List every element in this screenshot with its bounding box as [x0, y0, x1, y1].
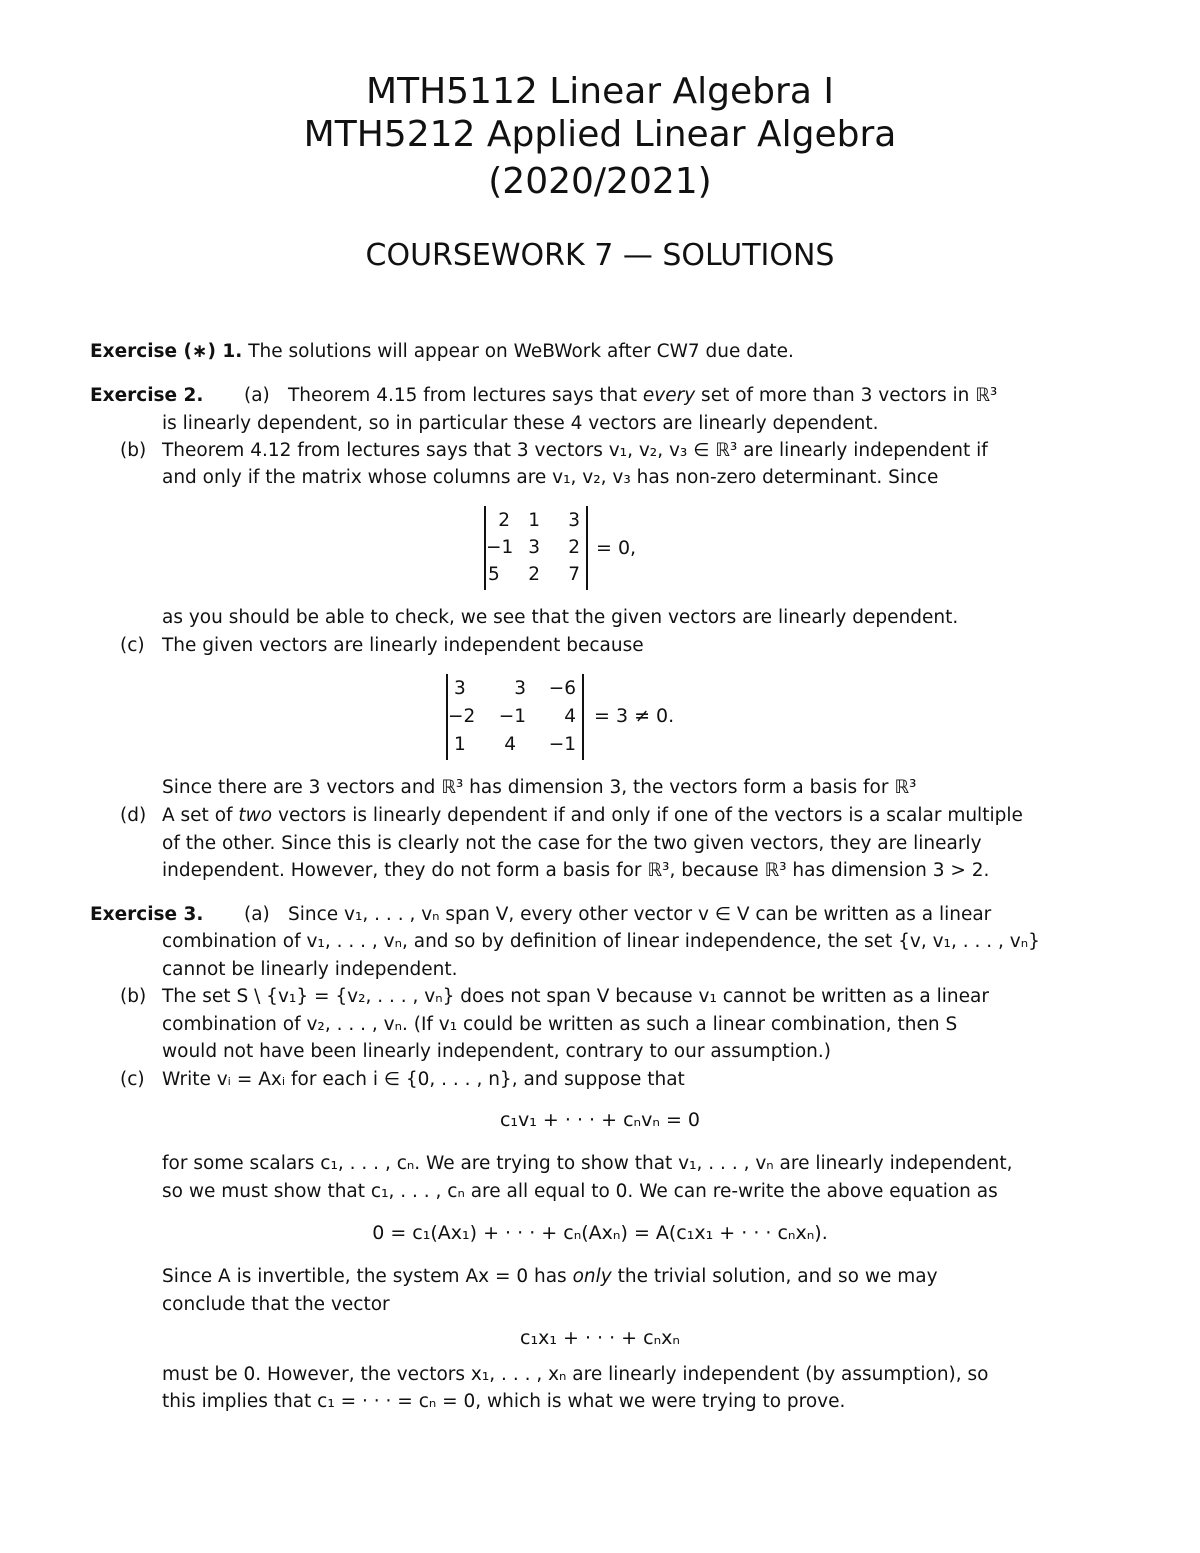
exercise-2d-line-2: of the other. Since this is clearly not the case for the two given vectors, they are linearly	[162, 833, 982, 854]
det-1-cell: 2	[528, 564, 540, 585]
exercise-2b-line-3: as you should be able to check, we see that the given vectors are linearly dependent.	[162, 607, 959, 628]
exercise-2d-line-1: A set of two vectors is linearly dependent if and only if one of the vectors is a scalar multiple	[162, 805, 1023, 826]
exercise-3c-line-1: Write vᵢ = Axᵢ for each i ∈ {0, . . . , n}, and suppose that	[162, 1069, 685, 1090]
det-1-cell: 2	[568, 537, 580, 558]
det-1-right-bar	[586, 506, 588, 590]
page-subtitle: COURSEWORK 7 — SOLUTIONS	[365, 238, 835, 273]
exercise-3a-line-2: combination of v₁, . . . , vₙ, and so by definition of linear independence, the set {v, v₁, . . . , vₙ}	[162, 931, 1040, 952]
exercise-3-heading: Exercise 3.	[90, 904, 204, 925]
exercise-3c-line-7: this implies that c₁ = · · · = cₙ = 0, which is what we were trying to prove.	[162, 1391, 846, 1412]
exercise-2b-line-2: and only if the matrix whose columns are v₁, v₂, v₃ has non-zero determinant. Since	[162, 467, 939, 488]
det-1-cell: −1	[486, 537, 514, 558]
det-2-right-bar	[582, 674, 584, 760]
title-line-1: MTH5112 Linear Algebra I	[366, 71, 834, 112]
exercise-2b-label: (b)	[120, 440, 147, 461]
exercise-2c-line-1: The given vectors are linearly independent because	[162, 635, 644, 656]
equation-3: c₁x₁ + · · · + cₙxₙ	[520, 1327, 680, 1349]
exercise-2a-label: (a)	[244, 385, 270, 406]
determinant-1	[484, 506, 664, 590]
exercise-2d-line-3: independent. However, they do not form a basis for ℝ³, because ℝ³ has dimension 3 > 2.	[162, 860, 990, 881]
title-line-3: (2020/2021)	[488, 161, 712, 202]
exercise-3c-line-6: must be 0. However, the vectors x₁, . . . , xₙ are linearly independent (by assumption), so	[162, 1364, 989, 1385]
exercise-2d-label: (d)	[120, 805, 147, 826]
det-2-cell: 4	[504, 734, 516, 755]
det-1-cell: 5	[488, 564, 500, 585]
det-2-cell: −1	[498, 706, 526, 727]
exercise-3b-line-1: The set S \ {v₁} = {v₂, . . . , vₙ} does not span V because v₁ cannot be written as a linear	[162, 986, 989, 1007]
exercise-2a-line-1: Theorem 4.15 from lectures says that every set of more than 3 vectors in ℝ³	[288, 385, 998, 406]
exercise-2c-line-2: Since there are 3 vectors and ℝ³ has dimension 3, the vectors form a basis for ℝ³	[162, 777, 917, 798]
det-2-cell: 4	[564, 706, 576, 727]
exercise-3c-line-4: Since A is invertible, the system Ax = 0 has only the trivial solution, and so we may	[162, 1266, 938, 1287]
det-1-rhs: = 0,	[596, 537, 637, 559]
det-1-cell: 3	[568, 510, 580, 531]
det-2-cell: 3	[514, 678, 526, 699]
det-1-cell: 7	[568, 564, 580, 585]
det-1-cell: 1	[528, 510, 540, 531]
exercise-3c-label: (c)	[120, 1069, 145, 1090]
exercise-2b-line-1: Theorem 4.12 from lectures says that 3 vectors v₁, v₂, v₃ ∈ ℝ³ are linearly independent if	[162, 440, 988, 461]
equation-1: c₁v₁ + · · · + cₙvₙ = 0	[499, 1109, 701, 1131]
exercise-3a-label: (a)	[244, 904, 270, 925]
det-2-cell: −1	[548, 734, 576, 755]
exercise-3c-line-3: so we must show that c₁, . . . , cₙ are all equal to 0. We can re-write the above equation as	[162, 1181, 998, 1202]
det-2-rhs: = 3 ≠ 0.	[594, 705, 675, 727]
exercise-3b-label: (b)	[120, 986, 147, 1007]
exercise-3c-line-5: conclude that the vector	[162, 1294, 390, 1315]
det-2-cell: −2	[448, 706, 476, 727]
title-line-2: MTH5212 Applied Linear Algebra	[303, 114, 897, 155]
exercise-3b-line-3: would not have been linearly independent, contrary to our assumption.)	[162, 1041, 831, 1062]
det-2-cell: 1	[454, 734, 466, 755]
det-1-cell: 3	[528, 537, 540, 558]
exercise-1-text: The solutions will appear on WeBWork after CW7 due date.	[248, 341, 794, 362]
equation-2: 0 = c₁(Ax₁) + · · · + cₙ(Axₙ) = A(c₁x₁ + · · · cₙxₙ).	[372, 1222, 828, 1244]
exercise-3b-line-2: combination of v₂, . . . , vₙ. (If v₁ could be written as such a linear combination, then S	[162, 1014, 958, 1035]
exercise-1-heading: Exercise (∗) 1.	[90, 341, 243, 362]
exercise-3c-line-2: for some scalars c₁, . . . , cₙ. We are trying to show that v₁, . . . , vₙ are linearly independent,	[162, 1153, 1013, 1174]
det-1-cell: 2	[498, 510, 510, 531]
exercise-1	[90, 338, 794, 365]
exercise-2a-line-2: is linearly dependent, so in particular these 4 vectors are linearly dependent.	[162, 413, 879, 434]
exercise-3a-line-1: Since v₁, . . . , vₙ span V, every other vector v ∈ V can be written as a linear	[288, 904, 992, 925]
exercise-2c-label: (c)	[120, 635, 145, 656]
exercise-2-heading: Exercise 2.	[90, 385, 204, 406]
exercise-3a-line-3: cannot be linearly independent.	[162, 959, 458, 980]
det-2-cell: −6	[548, 678, 576, 699]
det-2-cell: 3	[454, 678, 466, 699]
